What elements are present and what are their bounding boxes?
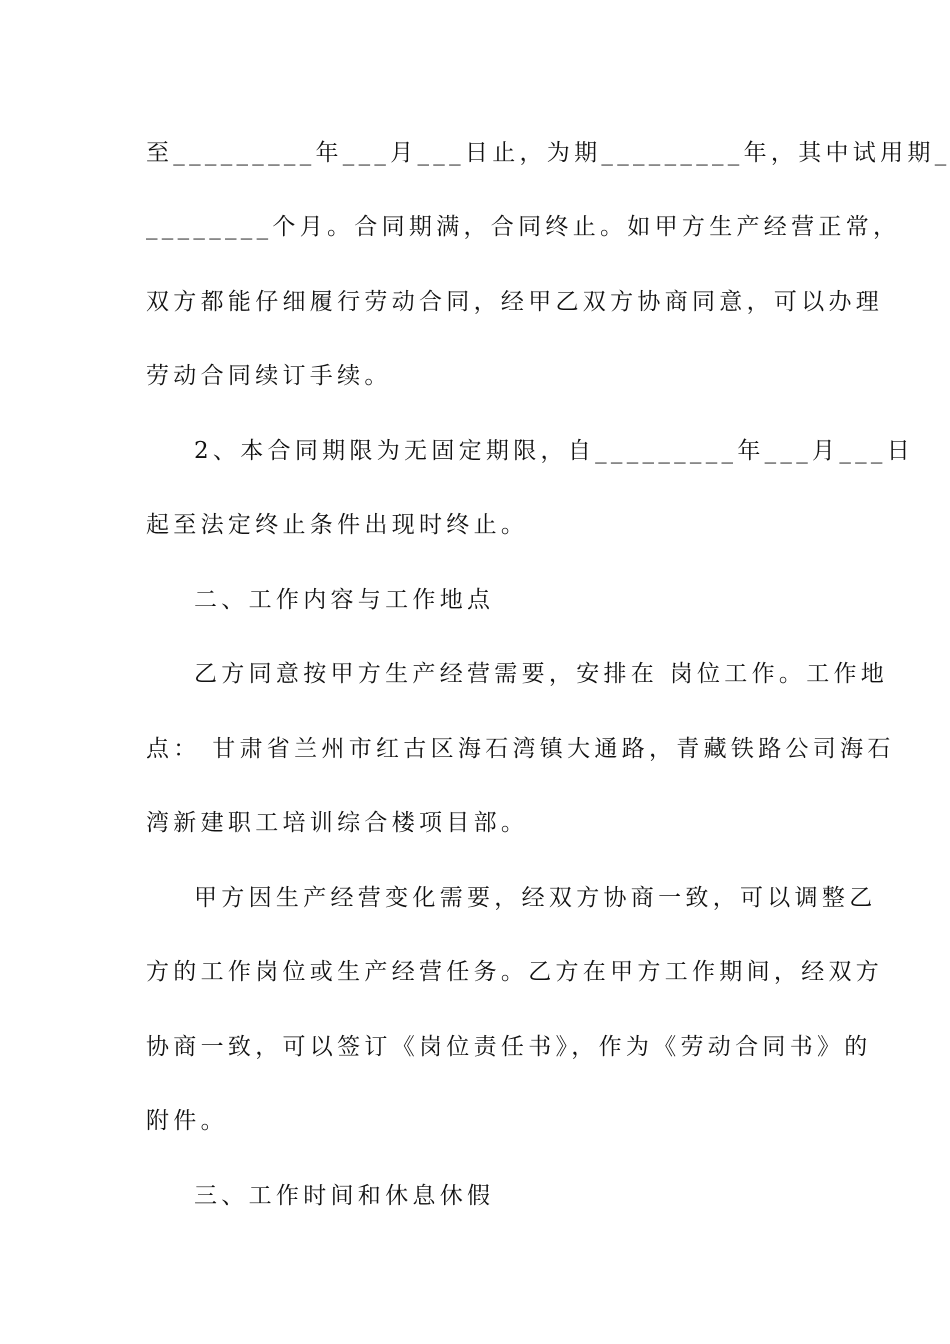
attachment-line: 附件。	[146, 1108, 228, 1134]
section-3-heading: 三、工作时间和休息休假	[194, 1183, 495, 1209]
adjustment-line-2: 方的工作岗位或生产经营任务。乙方在甲方工作期间，经双方	[146, 959, 884, 985]
job-position-line: 乙方同意按甲方生产经营需要，安排在 岗位工作。工作地	[194, 661, 889, 687]
renewal-end-line: 劳动合同续订手续。	[146, 363, 392, 389]
adjustment-line-3: 协商一致，可以签订《岗位责任书》，作为《劳动合同书》的	[146, 1034, 872, 1060]
adjustment-line: 甲方因生产经营变化需要，经双方协商一致，可以调整乙	[194, 885, 877, 911]
section-2-heading: 二、工作内容与工作地点	[194, 587, 495, 613]
renewal-line: 双方都能仔细履行劳动合同，经甲乙双方协商同意，可以办理	[146, 289, 884, 315]
probation-line: ________个月。合同期满，合同终止。如甲方生产经营正常，	[146, 214, 901, 240]
work-location-line: 点： 甘肃省兰州市红古区海石湾镇大通路，青藏铁路公司海石	[146, 736, 895, 762]
work-location-end-line: 湾新建职工培训综合楼项目部。	[146, 810, 529, 836]
clause-2-end-line: 起至法定终止条件出现时终止。	[146, 512, 529, 538]
clause-2-line: 2、本合同期限为无固定期限，自_________年___月___日	[194, 438, 915, 464]
contract-term-line: 至_________年___月___日止，为期_________年，其中试用期_	[146, 140, 950, 166]
